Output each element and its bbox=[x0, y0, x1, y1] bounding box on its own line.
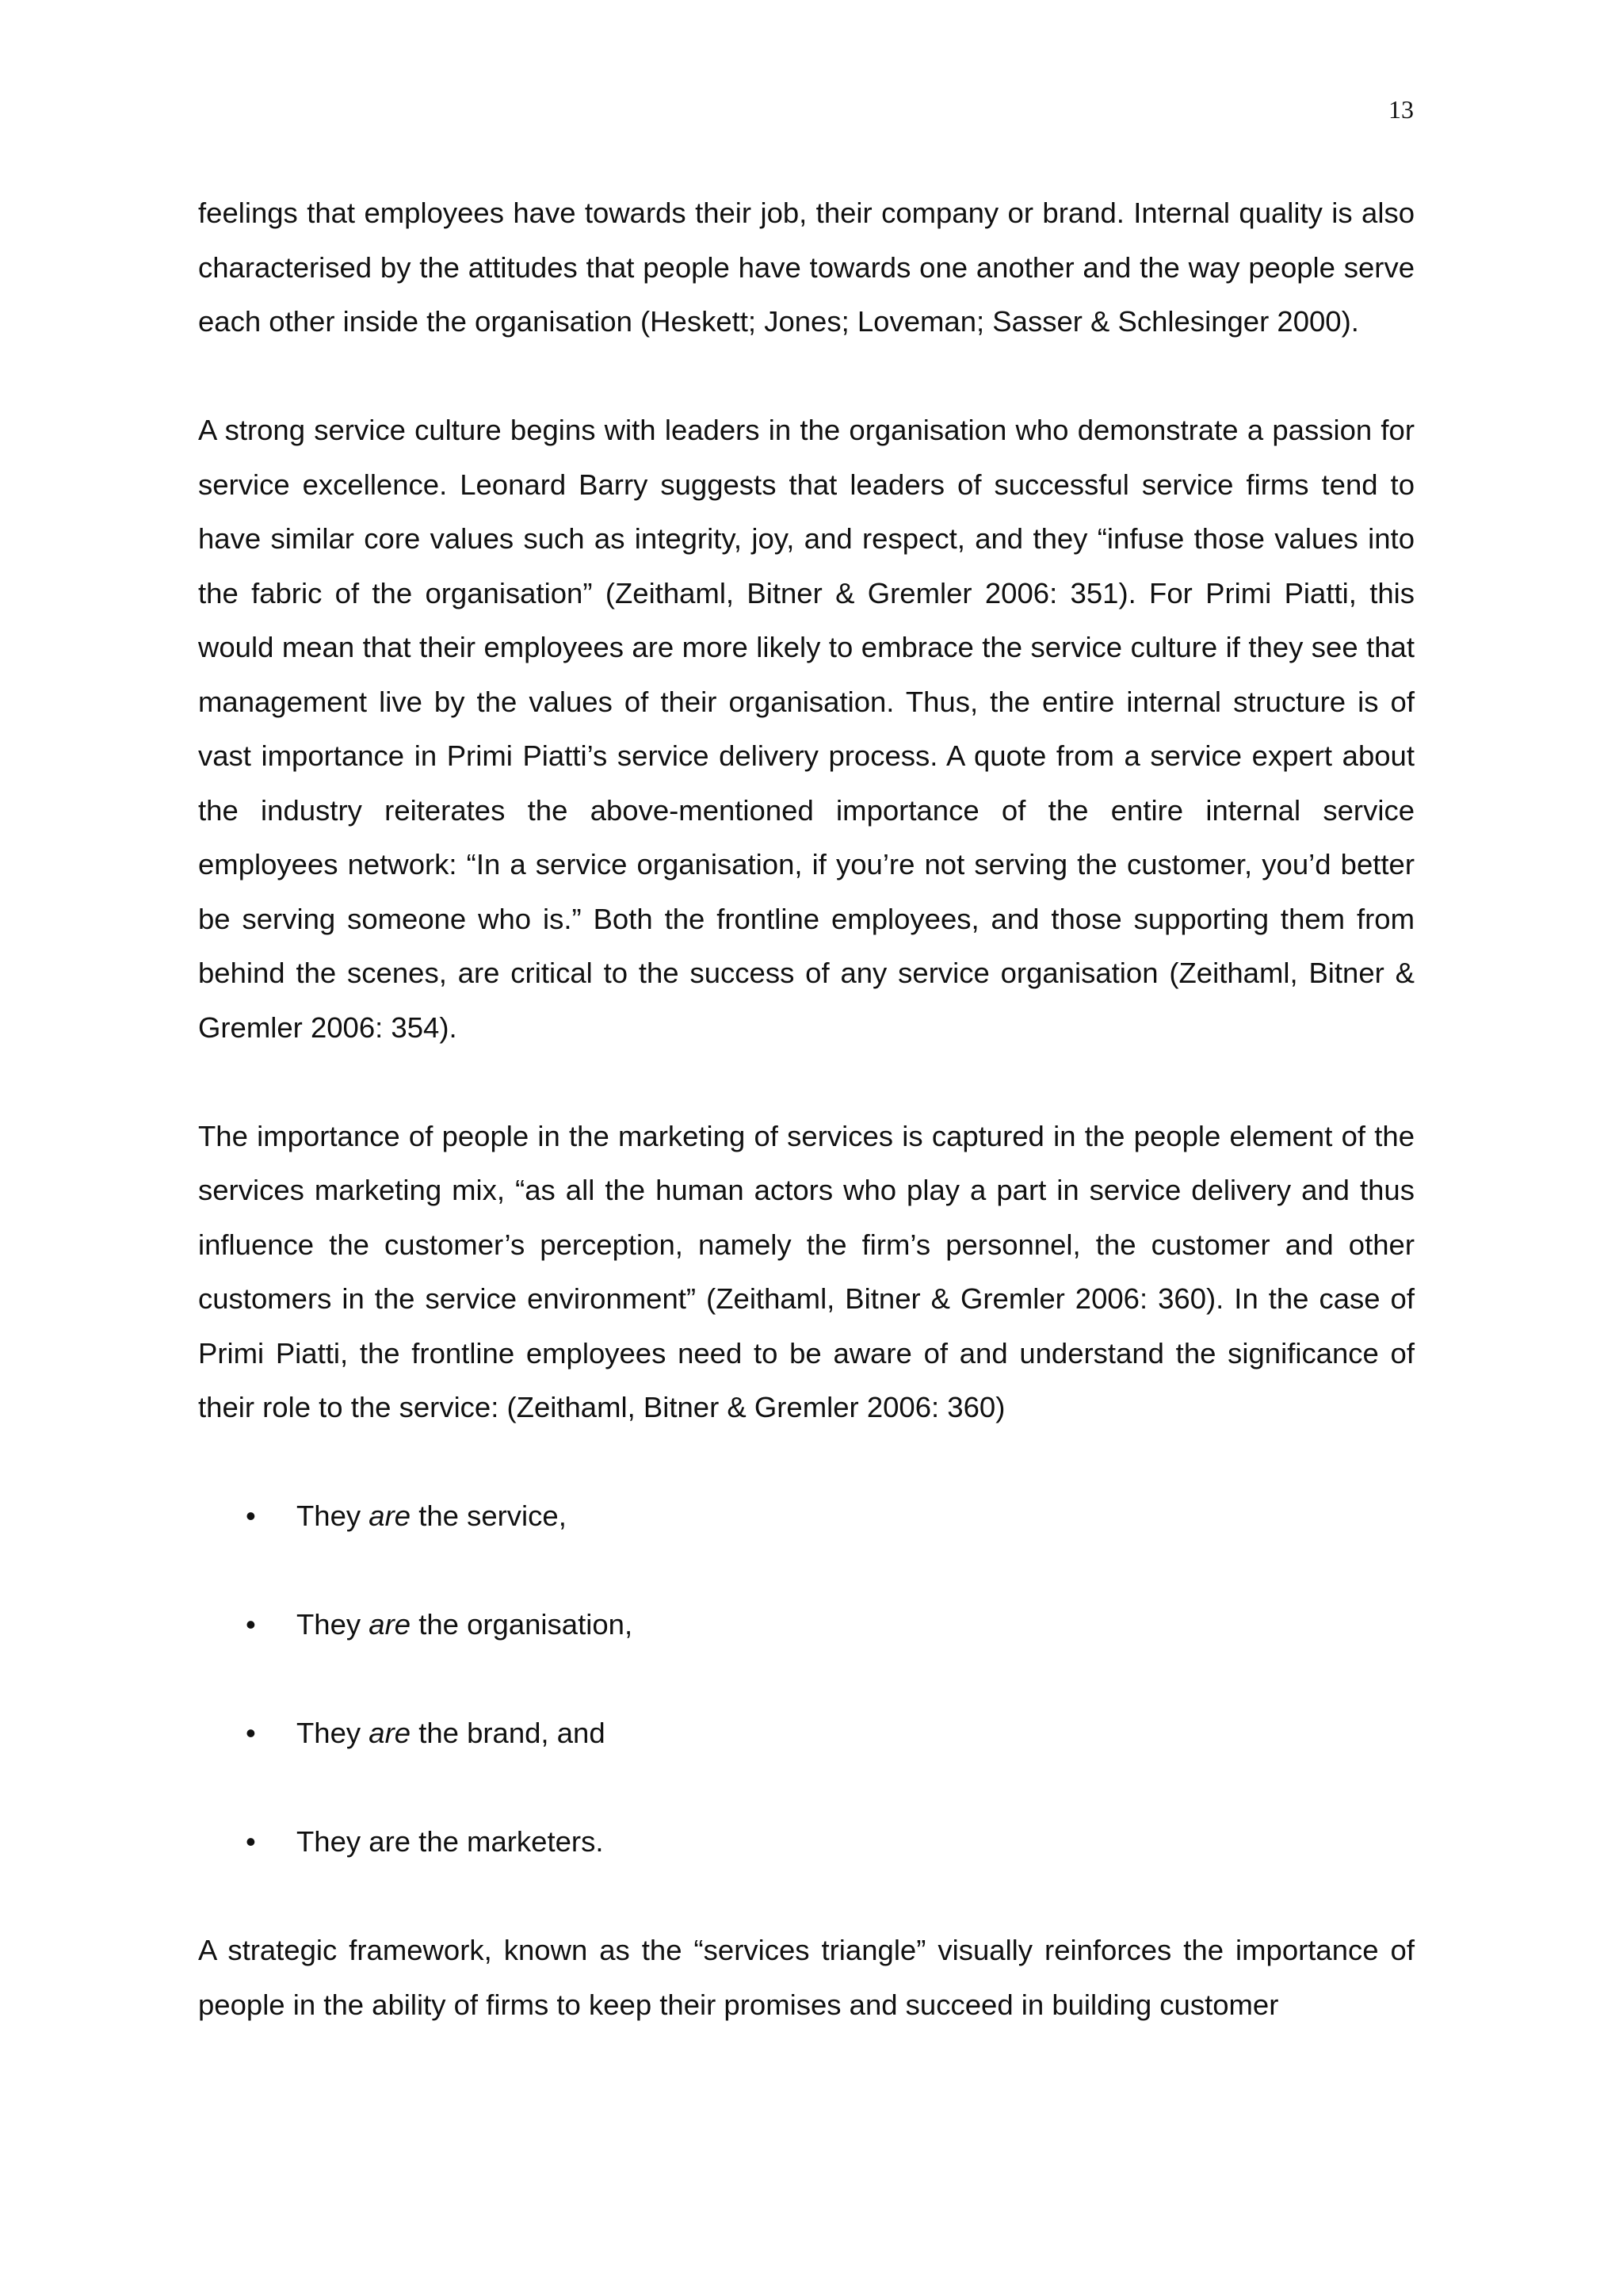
bullet-text-before: They bbox=[296, 1608, 369, 1641]
bullet-text-before: They bbox=[296, 1499, 369, 1532]
bullet-text-after: the service, bbox=[411, 1499, 567, 1532]
bullet-icon: • bbox=[246, 1499, 256, 1532]
bullet-icon: • bbox=[246, 1825, 256, 1858]
paragraph-services-triangle: A strategic framework, known as the “services triangle” visually reinforces the importance of people in the ability of firms to keep their promises and succeed in building customer bbox=[198, 1934, 1415, 2021]
bullet-text-emphasis: are bbox=[369, 1717, 411, 1749]
list-item bbox=[198, 1815, 1415, 1870]
bullet-text-before: They are the marketers. bbox=[296, 1825, 604, 1858]
bullet-list bbox=[198, 1489, 1415, 1870]
paragraph-internal-quality: feelings that employees have towards their job, their company or brand. Internal quality is also characterised by the attitudes that people have towards one another and the way people serve each other inside the organisation (Heskett; Jones; Loveman; Sasser & Schlesinger 2000). bbox=[198, 197, 1415, 338]
bullet-text-after: the organisation, bbox=[411, 1608, 633, 1641]
page-number: 13 bbox=[1388, 95, 1414, 124]
paragraph-service-culture: A strong service culture begins with leaders in the organisation who demonstrate a passion for service excellence. Leonard Barry suggests that leaders of successful service firms tend to have similar core values such as integrity, joy, and respect, and they “infuse those values into the fabric of the organisation” (Zeithaml, Bitner & Gremler 2006: 351). For Primi Piatti, this would mean that their employees are more likely to embrace the service culture if they see that management live by the values of their organisation. Thus, the entire internal structure is of vast importance in Primi Piatti’s service delivery process. A quote from a service expert about the industry reiterates the above-mentioned importance of the entire internal service employees network: “In a service organisation, if you’re not serving the customer, you’d better be serving someone who is.” Both the frontline employees, and those supporting them from behind the scenes, are critical to the success of any service organisation (Zeithaml, Bitner & Gremler 2006: 354). bbox=[198, 414, 1415, 1044]
bullet-text-after: the brand, and bbox=[411, 1717, 605, 1749]
bullet-icon: • bbox=[246, 1717, 256, 1749]
list-item bbox=[198, 1706, 1415, 1761]
paragraph-people-element: The importance of people in the marketing of services is captured in the people element of the services marketing mix, “as all the human actors who play a part in service delivery and thus influence the customer’s perception, namely the firm’s personnel, the customer and other customers in the service environment” (Zeithaml, Bitner & Gremler 2006: 360). In the case of Primi Piatti, the frontline employees need to be aware of and understand the significance of their role to the service: (Zeithaml, Bitner & Gremler 2006: 360) bbox=[198, 1119, 1415, 1423]
bullet-icon: • bbox=[246, 1608, 256, 1641]
list-item bbox=[198, 1598, 1415, 1652]
bullet-text-emphasis: are bbox=[369, 1608, 411, 1641]
bullet-text-emphasis: are bbox=[369, 1499, 411, 1532]
document-body bbox=[198, 186, 1415, 2087]
list-item bbox=[198, 1489, 1415, 1544]
bullet-text-before: They bbox=[296, 1717, 369, 1749]
